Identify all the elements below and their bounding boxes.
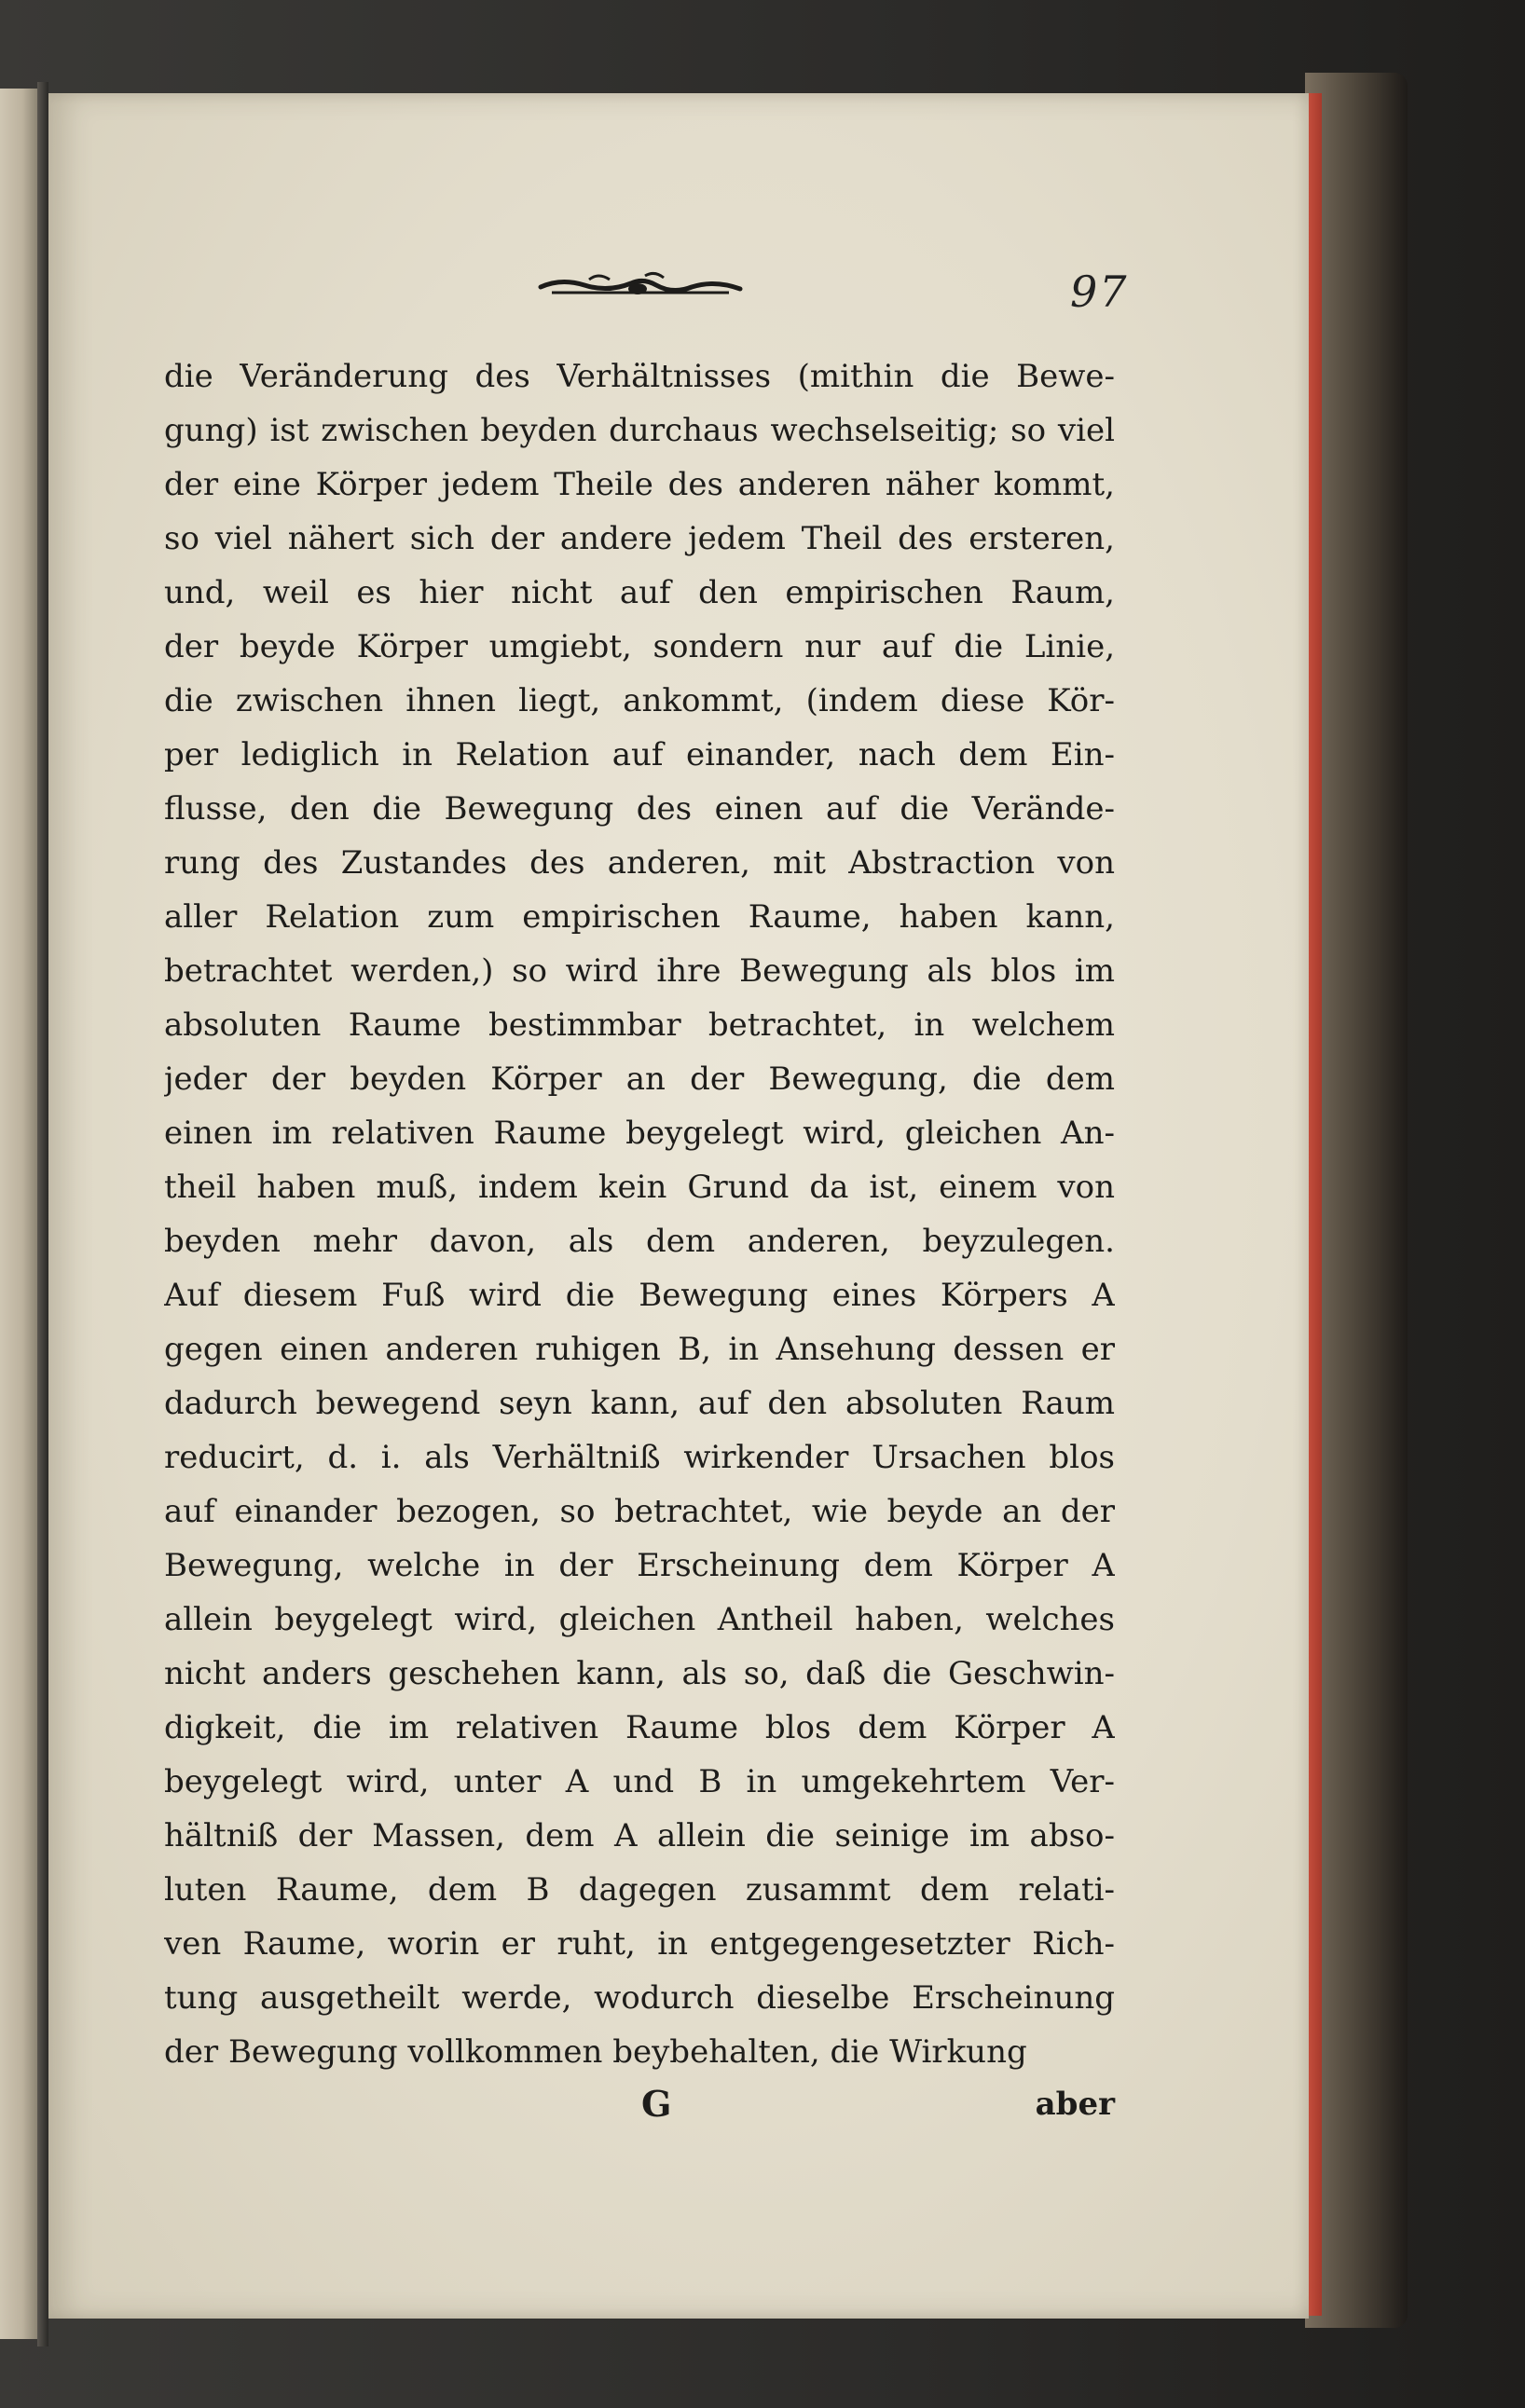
text-line: luten Raume, dem B dagegen zusammt dem relati- (164, 1871, 1115, 1909)
text-line: per lediglich in Relation auf einander, nach dem Ein- (164, 736, 1115, 773)
text-line: beygelegt wird, unter A und B in umgekehrtem Ver- (164, 1763, 1115, 1800)
text-line: jeder der beyden Körper an der Bewegung, die dem (164, 1060, 1115, 1098)
page-number: 97 (1070, 267, 1129, 317)
signature-mark: G (641, 2083, 672, 2125)
head-ornament (533, 268, 748, 306)
text-line: Auf diesem Fuß wird die Bewegung eines Körpers A (164, 1277, 1115, 1314)
book-gutter (37, 82, 48, 2346)
text-line: absoluten Raume bestimmbar betrachtet, in welchem (164, 1006, 1115, 1044)
text-line: hältniß der Massen, dem A allein die seinige im abso- (164, 1817, 1115, 1854)
text-line: allein beygelegt wird, gleichen Antheil haben, welches (164, 1601, 1115, 1638)
text-line: auf einander bezogen, so betrachtet, wie beyde an der (164, 1493, 1115, 1530)
text-line: die Veränderung des Verhältnisses (mithin die Bewe- (164, 358, 1115, 395)
text-line: digkeit, die im relativen Raume blos dem Körper A (164, 1709, 1115, 1746)
text-line: die zwischen ihnen liegt, ankommt, (indem diese Kör- (164, 682, 1115, 719)
text-line: reducirt, d. i. als Verhältniß wirkender Ursachen blos (164, 1439, 1115, 1476)
text-line: einen im relativen Raume beygelegt wird, gleichen An- (164, 1115, 1115, 1152)
facing-page-edge (0, 89, 37, 2339)
text-line: der eine Körper jedem Theile des anderen näher kommt, (164, 466, 1115, 503)
text-line: tung ausgetheilt werde, wodurch dieselbe Erscheinung (164, 1979, 1115, 2017)
text-line: so viel nähert sich der andere jedem Theil des ersteren, (164, 520, 1115, 557)
text-line: aller Relation zum empirischen Raume, haben kann, (164, 898, 1115, 936)
text-line: ven Raume, worin er ruht, in entgegengesetzter Rich- (164, 1925, 1115, 1963)
red-page-edge (1307, 93, 1322, 2316)
text-line: theil haben muß, indem kein Grund da ist, einem von (164, 1169, 1115, 1206)
page-footer (164, 2077, 1115, 2131)
text-line: und, weil es hier nicht auf den empirischen Raum, (164, 574, 1115, 611)
text-line: beyden mehr davon, als dem anderen, beyzulegen. (164, 1223, 1115, 1260)
text-line: dadurch bewegend seyn kann, auf den absoluten Raum (164, 1385, 1115, 1422)
text-line: gung) ist zwischen beyden durchaus wechselseitig; so viel (164, 412, 1115, 449)
catchword: aber (1035, 2086, 1115, 2123)
text-line: nicht anders geschehen kann, als so, daß die Geschwin- (164, 1655, 1115, 1692)
text-line: der Bewegung vollkommen beybehalten, die Wirkung (164, 2033, 1027, 2071)
text-line: betrachtet werden,) so wird ihre Bewegung als blos im (164, 952, 1115, 990)
text-line: Bewegung, welche in der Erscheinung dem Körper A (164, 1547, 1115, 1584)
text-line: flusse, den die Bewegung des einen auf die Verände- (164, 790, 1115, 828)
body-text (164, 349, 1115, 2079)
text-line: der beyde Körper umgiebt, sondern nur auf die Linie, (164, 628, 1115, 665)
text-line: rung des Zustandes des anderen, mit Abstraction von (164, 844, 1115, 882)
text-line: gegen einen anderen ruhigen B, in Ansehung dessen er (164, 1331, 1115, 1368)
